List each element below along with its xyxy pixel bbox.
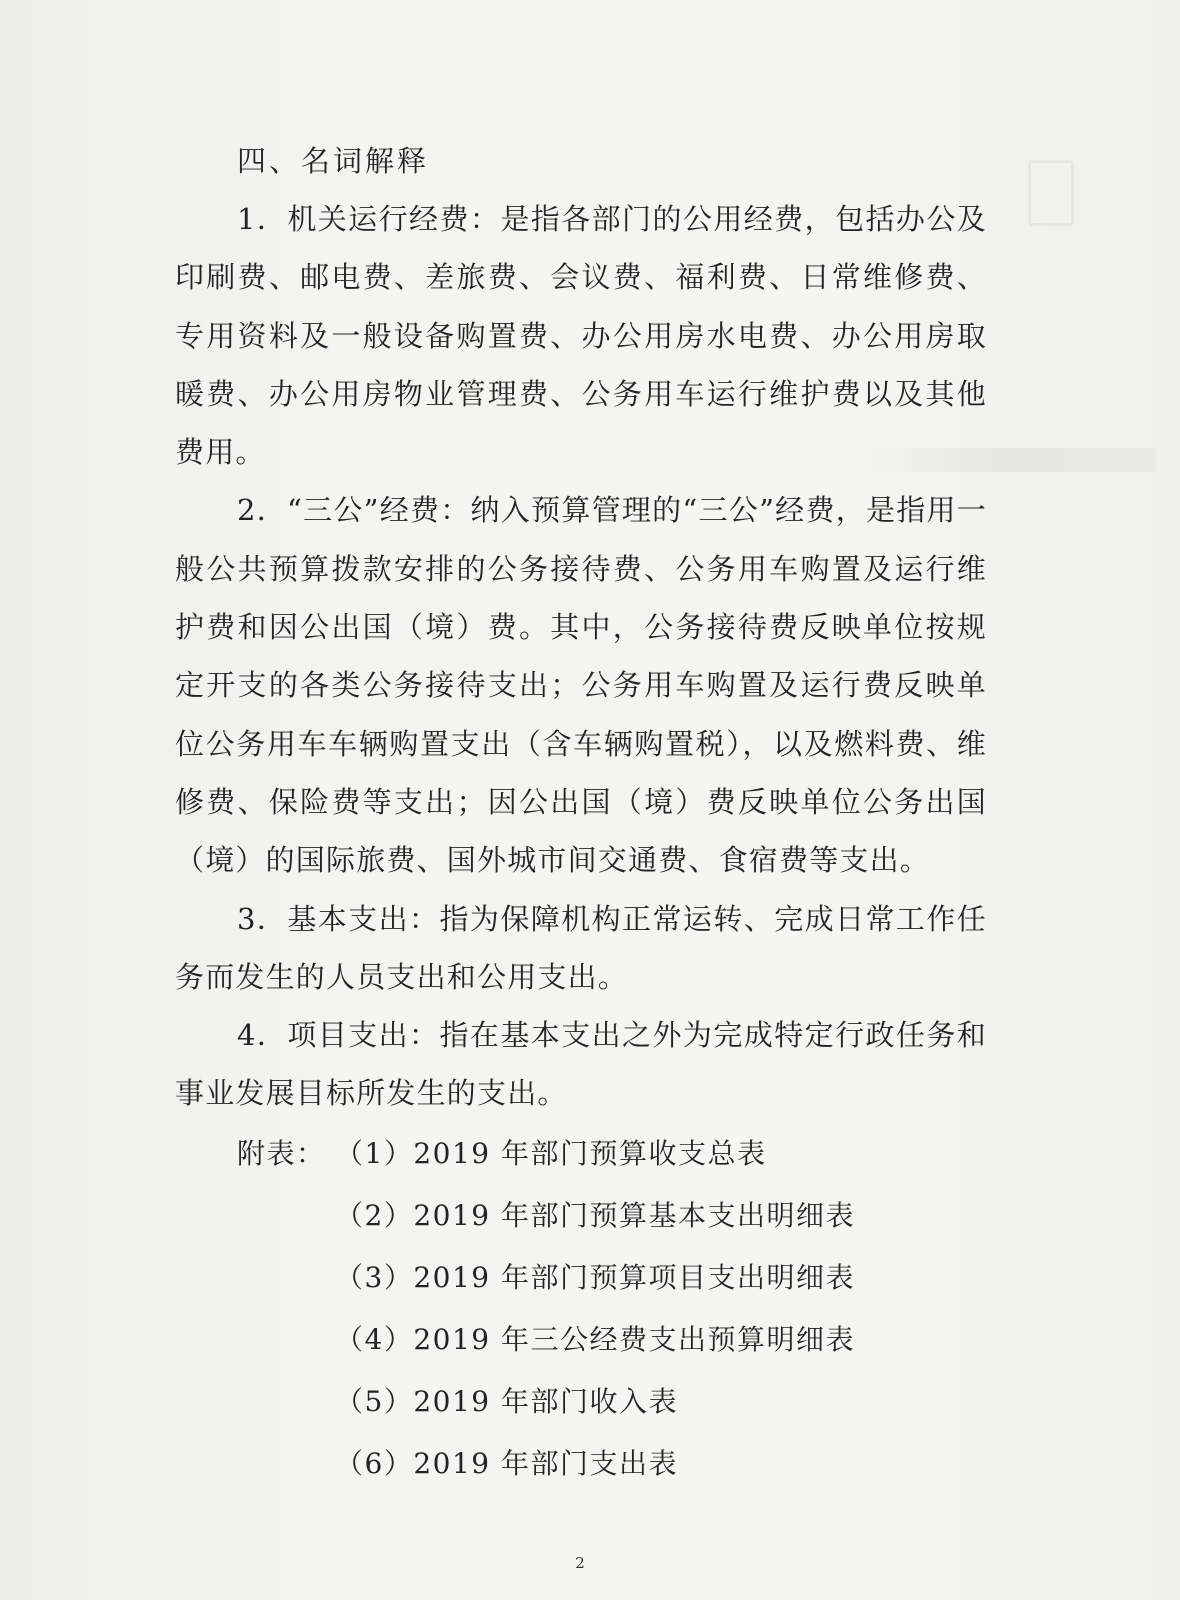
document-body bbox=[175, 132, 987, 1495]
appendix-item: （5）2019 年部门收入表 bbox=[335, 1384, 678, 1418]
appendix-item: （1）2019 年部门预算收支总表 bbox=[335, 1136, 767, 1170]
appendix-item: （2）2019 年部门预算基本支出明细表 bbox=[335, 1198, 855, 1232]
bleed-through-mark bbox=[1028, 160, 1074, 226]
definition-paragraph: 2．“三公”经费：纳入预算管理的“三公”经费，是指用一般公共预算拨款安排的公务接待费、公务用车购置及运行维护费和因公出国（境）费。其中，公务接待费反映单位按规定开支的各类公务接待支出；公务用车购置及运行费反映单位公务用车车辆购置支出（含车辆购置税），以及燃料费、维修费、保险费等支出；因公出国（境）费反映单位公务出国（境）的国际旅费、国外城市间交通费、食宿费等支出。 bbox=[175, 493, 987, 878]
definition-paragraph: 3．基本支出：指为保障机构正常运转、完成日常工作任务而发生的人员支出和公用支出。 bbox=[175, 901, 987, 994]
list-item bbox=[175, 1185, 987, 1247]
list-item bbox=[175, 1247, 987, 1309]
section-heading: 四、名词解释 bbox=[237, 144, 430, 178]
appendix-label: 附表： bbox=[237, 1136, 326, 1170]
list-item bbox=[175, 1309, 987, 1371]
list-item bbox=[175, 1371, 987, 1433]
appendix-list bbox=[175, 1123, 987, 1495]
list-item bbox=[175, 1433, 987, 1495]
appendix-item: （4）2019 年三公经费支出预算明细表 bbox=[335, 1322, 855, 1356]
page-number: 2 bbox=[575, 1554, 585, 1572]
list-item bbox=[175, 1123, 987, 1185]
appendix-item: （3）2019 年部门预算项目支出明细表 bbox=[335, 1260, 855, 1294]
definition-paragraph: 1．机关运行经费：是指各部门的公用经费，包括办公及印刷费、邮电费、差旅费、会议费、福利费、日常维修费、专用资料及一般设备购置费、办公用房水电费、办公用房取暖费、办公用房物业管理费、公务用车运行维护费以及其他费用。 bbox=[175, 202, 987, 470]
definition-paragraph: 4．项目支出：指在基本支出之外为完成特定行政任务和事业发展目标所发生的支出。 bbox=[175, 1018, 987, 1111]
appendix-item: （6）2019 年部门支出表 bbox=[335, 1446, 678, 1480]
